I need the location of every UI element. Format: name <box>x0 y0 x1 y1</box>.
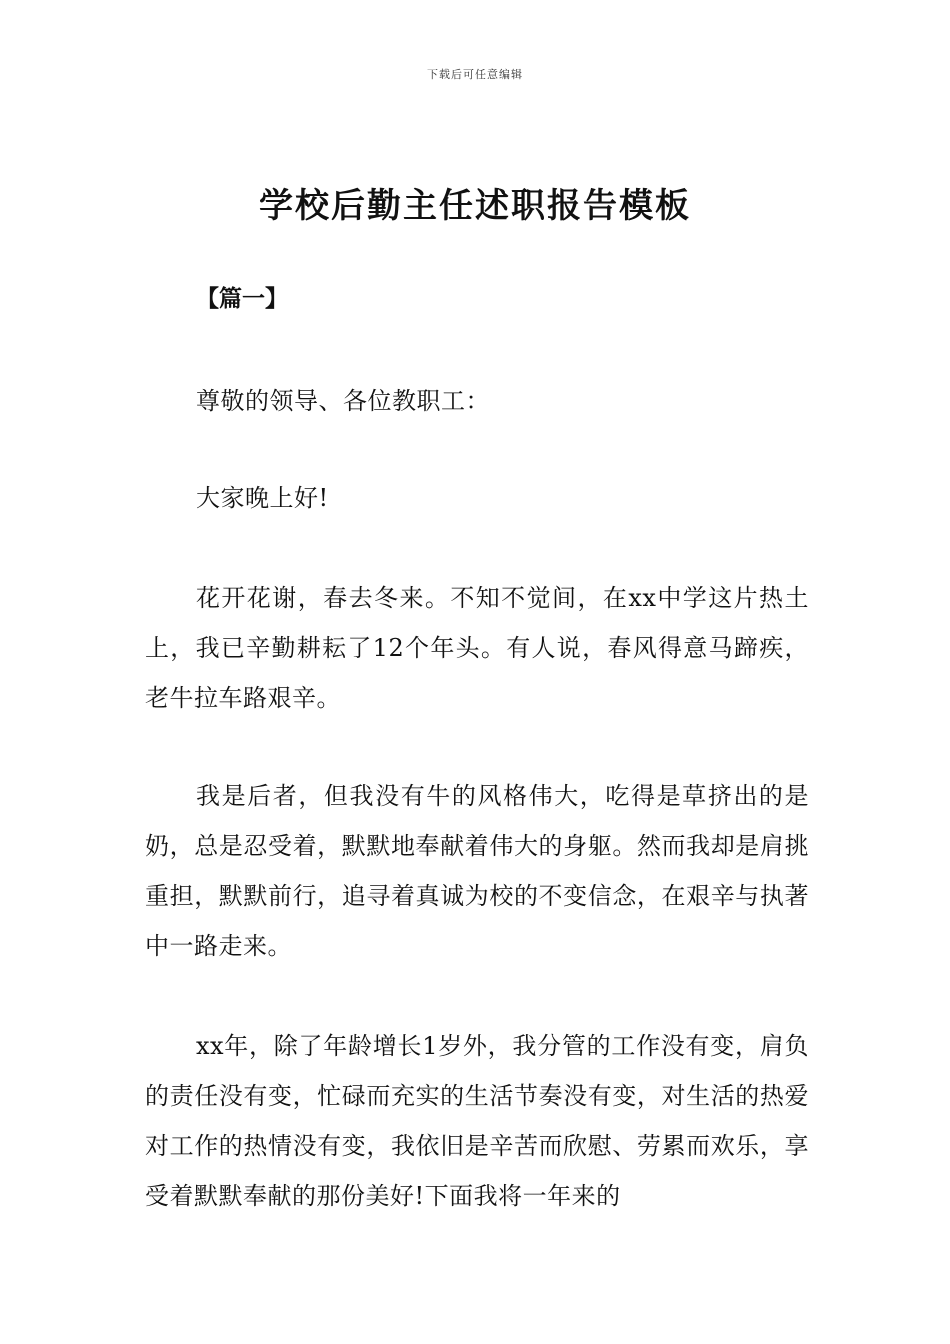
document-title: 学校后勤主任述职报告模板 <box>259 186 691 226</box>
section-label: 【篇一】 <box>196 286 288 312</box>
hello-paragraph: 大家晚上好! <box>196 484 329 512</box>
greeting-paragraph: 尊敬的领导、各位教职工： <box>196 387 490 415</box>
body-paragraph-2: 我是后者，但我没有牛的风格伟大，吃得是草挤出的是奶，总是忍受着，默默地奉献着伟大的身躯。然而我却是肩挑重担，默默前行，追寻着真诚为校的不变信念，在艰辛与执著中一路走来。 <box>145 782 809 960</box>
body-paragraph-3: xx年，除了年龄增长1岁外，我分管的工作没有变，肩负的责任没有变，忙碌而充实的生活节奏没有变，对生活的热爱对工作的热情没有变，我依旧是辛苦而欣慰、劳累而欢乐，享受着默默奉献的那份美好!下面我将一年来的 <box>145 1032 809 1210</box>
header-note: 下载后可任意编辑 <box>427 68 523 81</box>
body-paragraph-1: 花开花谢，春去冬来。不知不觉间，在xx中学这片热土上，我已辛勤耕耘了12个年头。有人说，春风得意马蹄疾，老牛拉车路艰辛。 <box>145 584 809 712</box>
